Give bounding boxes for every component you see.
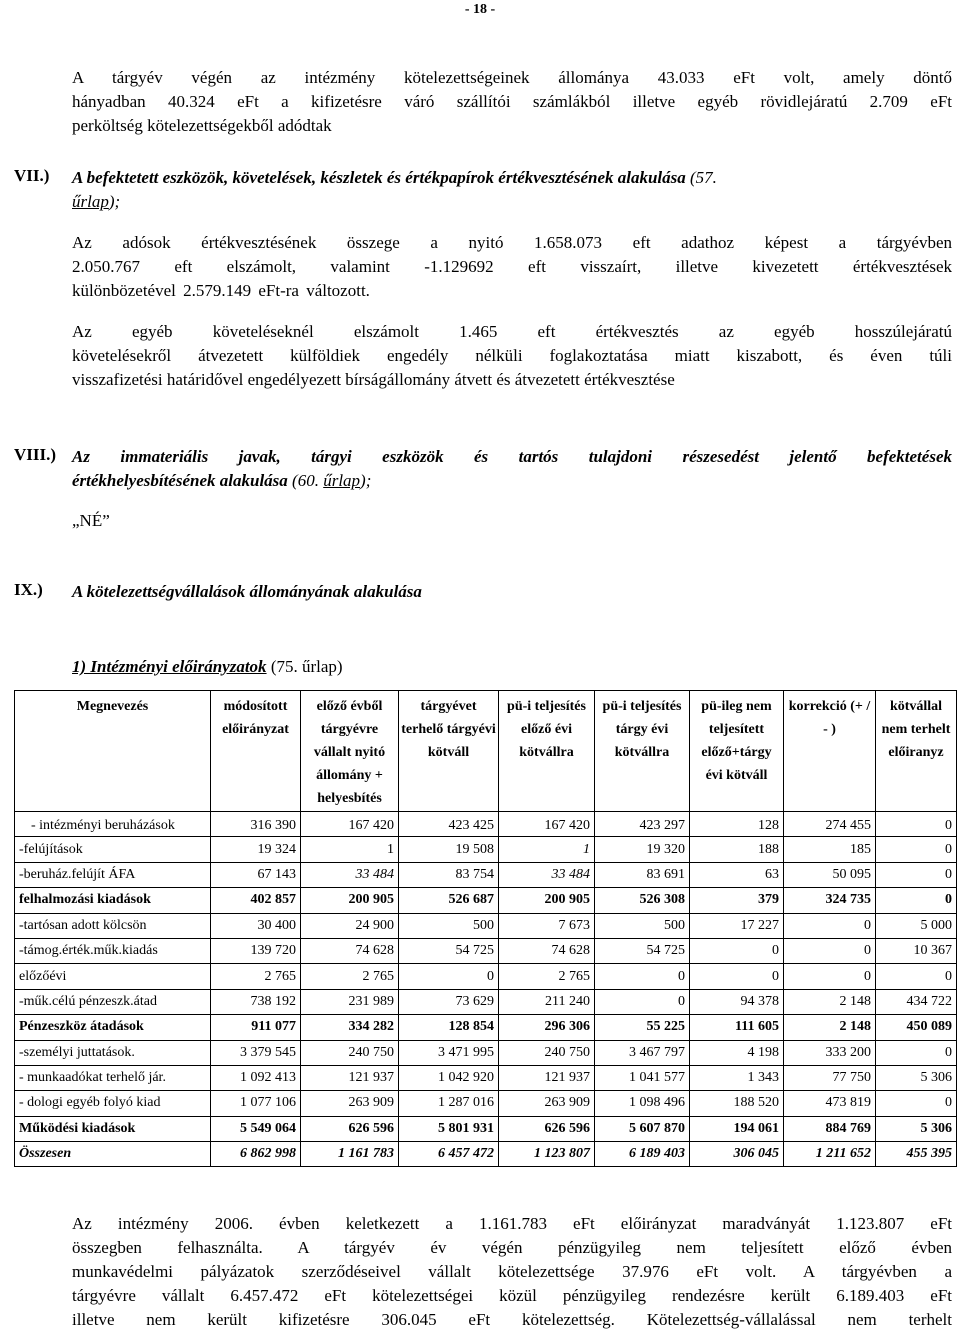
row-label: - munkaadókat terhelő jár. xyxy=(15,1065,211,1090)
closing-line-5: illetve nem került kifizetésre 306.045 eFt kötelezettség. Kötelezettség-vállalással nem terhelt xyxy=(72,1310,952,1329)
row-cell: 526 687 xyxy=(399,888,499,913)
section-8-ne: „NÉ” xyxy=(72,511,110,530)
row-cell: 2 765 xyxy=(499,964,595,989)
section-8-form-word: űrlap xyxy=(323,471,361,490)
row-cell: 240 750 xyxy=(301,1040,399,1065)
row-cell: 738 192 xyxy=(211,989,301,1014)
row-cell: 6 457 472 xyxy=(399,1142,499,1167)
row-cell: 54 725 xyxy=(399,938,499,963)
row-cell: 211 240 xyxy=(499,989,595,1014)
row-cell: 55 225 xyxy=(595,1015,690,1040)
row-label: - dologi egyéb folyó kiad xyxy=(15,1091,211,1116)
row-cell: 185 xyxy=(784,837,876,862)
subsection-1-form: űrlap) xyxy=(301,657,343,676)
subsection-1-title xyxy=(72,655,343,679)
row-cell: 0 xyxy=(595,989,690,1014)
row-cell: 5 607 870 xyxy=(595,1116,690,1141)
row-cell: 0 xyxy=(784,938,876,963)
section-7-number: VII.) xyxy=(14,166,50,185)
row-cell: 1 123 807 xyxy=(499,1142,595,1167)
table-row xyxy=(15,888,957,913)
row-cell: 1 343 xyxy=(690,1065,784,1090)
section-7-p1-line2: 2.050.767 eft elszámolt, valamint -1.129692 eft visszaírt, illetve kivezetett értékvesztések xyxy=(72,257,952,276)
row-cell: 0 xyxy=(595,964,690,989)
section-7-p1-line3: különbözetével 2.579.149 eFt-ra változott. xyxy=(72,281,370,300)
closing-line-1: Az intézmény 2006. évben keletkezett a 1.161.783 eFt előirányzat maradványát 1.123.807 eFt xyxy=(72,1214,952,1233)
row-label: -beruház.felújít ÁFA xyxy=(15,862,211,887)
row-cell: 240 750 xyxy=(499,1040,595,1065)
section-7-title-line1: A befektetett eszközök, követelések, készletek és értékpapírok értékvesztésének alakulása xyxy=(72,168,686,187)
subsection-1-ref: (75. xyxy=(270,657,298,676)
row-cell: 111 605 xyxy=(690,1015,784,1040)
row-cell: 19 508 xyxy=(399,837,499,862)
row-cell: 5 306 xyxy=(876,1116,957,1141)
section-8-title-line1: Az immateriális javak, tárgyi eszközök és tartós tulajdoni részesedést jelentő befektetések xyxy=(72,447,952,466)
row-label: -személyi juttatások. xyxy=(15,1040,211,1065)
row-cell: 455 395 xyxy=(876,1142,957,1167)
col-header-modified-appropriation: módosított előirányzat xyxy=(211,691,301,812)
table-row xyxy=(15,1065,957,1090)
section-7-p2-line2: követelésekről átvezetett külföldiek engedély nélküli foglakoztatása miatt kiszabott, és éven túli xyxy=(72,346,952,365)
row-label: Összesen xyxy=(15,1142,211,1167)
section-8-title-line2 xyxy=(72,469,371,493)
closing-line-3: munkavédelmi pályázatok szerződéseivel vállalt kötelezettsége 37.976 eFt volt. A tárgyévben a xyxy=(72,1262,952,1281)
section-7-p2-line3: visszafizetési határidővel engedélyezett bírságállomány átvett és átvezetett értékvesztése xyxy=(72,370,675,389)
row-cell: 263 909 xyxy=(301,1091,399,1116)
table-row xyxy=(15,1040,957,1065)
row-cell: 0 xyxy=(876,964,957,989)
section-7-title-ref: (57. xyxy=(690,168,717,187)
col-header-paid-prior-commitment: pü-i teljesítés előző évi kötvállra xyxy=(499,691,595,812)
row-label: felhalmozási kiadások xyxy=(15,888,211,913)
row-cell: 0 xyxy=(876,862,957,887)
row-cell: 1 041 577 xyxy=(595,1065,690,1090)
closing-line-2: összegben felhasználta. A tárgyév év végén pénzügyileg nem teljesített előző évben xyxy=(72,1238,952,1257)
row-cell: 121 937 xyxy=(499,1065,595,1090)
row-cell: 5 549 064 xyxy=(211,1116,301,1141)
commitments-table xyxy=(14,690,957,1167)
intro-line-3: perköltség kötelezettségekből adódtak xyxy=(72,116,332,135)
col-header-prior-year-opening: előző évből tárgyévre vállalt nyitó állomány + helyesbítés xyxy=(301,691,399,812)
intro-line-2: hányadban 40.324 eFt a kifizetésre váró szállítói számlákból illetve egyéb rövidlejáratú 2.709 eFt xyxy=(72,92,952,111)
row-cell: 17 227 xyxy=(690,913,784,938)
row-cell: 3 471 995 xyxy=(399,1040,499,1065)
row-cell: 5 306 xyxy=(876,1065,957,1090)
row-cell: 73 629 xyxy=(399,989,499,1014)
row-cell: 1 042 920 xyxy=(399,1065,499,1090)
row-cell: 54 725 xyxy=(595,938,690,963)
subsection-1-label: 1) Intézményi előirányzatok xyxy=(72,657,267,676)
row-cell: 5 801 931 xyxy=(399,1116,499,1141)
section-8-number: VIII.) xyxy=(14,445,57,464)
table-row xyxy=(15,1142,957,1167)
row-cell: 74 628 xyxy=(499,938,595,963)
row-cell: 423 297 xyxy=(595,812,690,837)
section-9-title: A kötelezettségvállalások állományának alakulása xyxy=(72,582,422,601)
row-cell: 1 077 106 xyxy=(211,1091,301,1116)
row-cell: 626 596 xyxy=(499,1116,595,1141)
row-label: -felújítások xyxy=(15,837,211,862)
col-header-paid-current-commitment: pü-i teljesítés tárgy évi kötvállra xyxy=(595,691,690,812)
row-cell: 316 390 xyxy=(211,812,301,837)
table-body xyxy=(15,812,957,1167)
row-cell: 33 484 xyxy=(499,862,595,887)
row-cell: 24 900 xyxy=(301,913,399,938)
row-cell: 1 092 413 xyxy=(211,1065,301,1090)
row-cell: 10 367 xyxy=(876,938,957,963)
table-row xyxy=(15,812,957,837)
row-cell: 2 765 xyxy=(301,964,399,989)
col-header-name: Megnevezés xyxy=(15,691,211,812)
row-cell: 128 854 xyxy=(399,1015,499,1040)
row-cell: 121 937 xyxy=(301,1065,399,1090)
row-cell: 94 378 xyxy=(690,989,784,1014)
table-row xyxy=(15,1091,957,1116)
row-label: -tartósan adott kölcsön xyxy=(15,913,211,938)
row-cell: 1 211 652 xyxy=(784,1142,876,1167)
row-cell: 434 722 xyxy=(876,989,957,1014)
row-cell: 63 xyxy=(690,862,784,887)
row-cell: 526 308 xyxy=(595,888,690,913)
row-cell: 5 000 xyxy=(876,913,957,938)
row-cell: 50 095 xyxy=(784,862,876,887)
section-8-title-text: értékhelyesbítésének alakulása xyxy=(72,471,288,490)
row-cell: 0 xyxy=(876,1091,957,1116)
row-cell: 4 198 xyxy=(690,1040,784,1065)
section-7-form-close: ); xyxy=(108,192,121,211)
row-cell: 500 xyxy=(595,913,690,938)
col-header-current-year-commitment: tárgyévet terhelő tárgyévi kötváll xyxy=(399,691,499,812)
row-cell: 33 484 xyxy=(301,862,399,887)
table-row xyxy=(15,1015,957,1040)
row-label: -támog.érték.műk.kiadás xyxy=(15,938,211,963)
row-cell: 188 520 xyxy=(690,1091,784,1116)
row-cell: 423 425 xyxy=(399,812,499,837)
row-cell: 402 857 xyxy=(211,888,301,913)
row-cell: 0 xyxy=(690,938,784,963)
row-cell: 0 xyxy=(784,913,876,938)
row-cell: 167 420 xyxy=(301,812,399,837)
row-cell: 2 148 xyxy=(784,1015,876,1040)
row-cell: 77 750 xyxy=(784,1065,876,1090)
table-row xyxy=(15,989,957,1014)
row-cell: 188 xyxy=(690,837,784,862)
section-9-number: IX.) xyxy=(14,580,43,599)
row-cell: 1 287 016 xyxy=(399,1091,499,1116)
row-cell: 67 143 xyxy=(211,862,301,887)
row-cell: 74 628 xyxy=(301,938,399,963)
row-cell: 19 320 xyxy=(595,837,690,862)
row-cell: 884 769 xyxy=(784,1116,876,1141)
table-row xyxy=(15,837,957,862)
table-row xyxy=(15,964,957,989)
row-cell: 3 379 545 xyxy=(211,1040,301,1065)
row-cell: 30 400 xyxy=(211,913,301,938)
closing-line-4: tárgyévre vállalt 6.457.472 eFt kötelezettségei közül pénzügyileg rendezésre került 6.189.403 eFt xyxy=(72,1286,952,1305)
row-cell: 200 905 xyxy=(301,888,399,913)
row-cell: 0 xyxy=(876,812,957,837)
row-label: Pénzeszköz átadások xyxy=(15,1015,211,1040)
intro-line-1: A tárgyév végén az intézmény kötelezettségeinek állománya 43.033 eFt volt, amely döntő xyxy=(72,68,952,87)
table-row xyxy=(15,913,957,938)
row-cell: 2 148 xyxy=(784,989,876,1014)
table-header-row xyxy=(15,691,957,812)
col-header-uncommitted: kötvállal nem terhelt előiranyz xyxy=(876,691,957,812)
row-cell: 0 xyxy=(784,964,876,989)
row-cell: 139 720 xyxy=(211,938,301,963)
row-cell: 263 909 xyxy=(499,1091,595,1116)
section-7-title xyxy=(72,166,952,190)
row-cell: 324 735 xyxy=(784,888,876,913)
row-cell: 128 xyxy=(690,812,784,837)
row-cell: 7 673 xyxy=(499,913,595,938)
row-cell: 473 819 xyxy=(784,1091,876,1116)
row-cell: 333 200 xyxy=(784,1040,876,1065)
row-cell: 83 754 xyxy=(399,862,499,887)
section-8-form-close: ); xyxy=(360,471,372,490)
row-label: előzőévi xyxy=(15,964,211,989)
row-cell: 2 765 xyxy=(211,964,301,989)
row-label: Működési kiadások xyxy=(15,1116,211,1141)
row-label: - intézményi beruházások xyxy=(15,812,211,837)
row-cell: 0 xyxy=(876,888,957,913)
row-cell: 0 xyxy=(399,964,499,989)
row-cell: 167 420 xyxy=(499,812,595,837)
row-cell: 450 089 xyxy=(876,1015,957,1040)
row-cell: 626 596 xyxy=(301,1116,399,1141)
col-header-correction: korrekció (+ / - ) xyxy=(784,691,876,812)
row-cell: 0 xyxy=(876,837,957,862)
row-cell: 306 045 xyxy=(690,1142,784,1167)
row-cell: 194 061 xyxy=(690,1116,784,1141)
row-cell: 334 282 xyxy=(301,1015,399,1040)
row-cell: 6 189 403 xyxy=(595,1142,690,1167)
section-8-title-ref: (60. xyxy=(292,471,319,490)
row-cell: 0 xyxy=(876,1040,957,1065)
row-cell: 83 691 xyxy=(595,862,690,887)
row-cell: 231 989 xyxy=(301,989,399,1014)
row-cell: 1 098 496 xyxy=(595,1091,690,1116)
section-7-form-word: űrlap xyxy=(72,192,109,211)
row-cell: 274 455 xyxy=(784,812,876,837)
table-row xyxy=(15,1116,957,1141)
row-cell: 1 xyxy=(301,837,399,862)
table-row xyxy=(15,938,957,963)
row-cell: 379 xyxy=(690,888,784,913)
section-7-title-line2 xyxy=(72,190,120,214)
row-cell: 911 077 xyxy=(211,1015,301,1040)
col-header-unpaid: pü-ileg nem teljesített előző+tárgy évi kötváll xyxy=(690,691,784,812)
row-cell: 3 467 797 xyxy=(595,1040,690,1065)
row-cell: 1 161 783 xyxy=(301,1142,399,1167)
row-label: -műk.célú pénzeszk.átad xyxy=(15,989,211,1014)
row-cell: 500 xyxy=(399,913,499,938)
page-number: - 18 - xyxy=(464,2,496,17)
section-7-p1-line1: Az adósok értékvesztésének összege a nyitó 1.658.073 eft adathoz képest a tárgyévben xyxy=(72,233,952,252)
row-cell: 200 905 xyxy=(499,888,595,913)
row-cell: 0 xyxy=(690,964,784,989)
row-cell: 6 862 998 xyxy=(211,1142,301,1167)
section-7-p2-line1: Az egyéb követeléseknél elszámolt 1.465 eft értékvesztés az egyéb hosszúlejáratú xyxy=(72,322,952,341)
row-cell: 296 306 xyxy=(499,1015,595,1040)
row-cell: 1 xyxy=(499,837,595,862)
row-cell: 19 324 xyxy=(211,837,301,862)
table-row xyxy=(15,862,957,887)
